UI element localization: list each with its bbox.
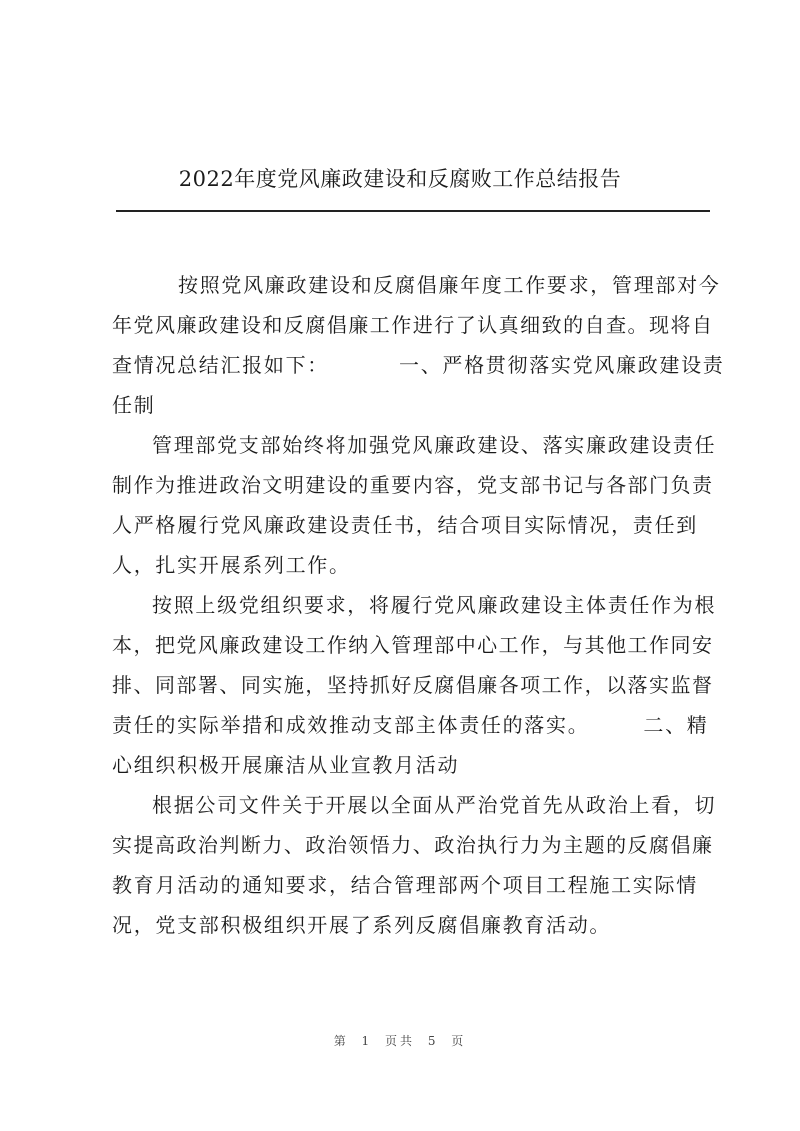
section-heading-1: 一、严格贯彻落实党风廉政建设责: [399, 353, 725, 377]
text-line: 制作为推进政治文明建设的重要内容，党支部书记与各部门负责: [112, 473, 712, 497]
text-line: 人，扎实开展系列工作。: [112, 553, 351, 577]
text-line: 心组织积极开展廉洁从业宣教月活动: [112, 753, 460, 777]
text-segment: 责任的实际举措和成效推动支部主体责任的落实。: [112, 713, 590, 737]
text-line: 排、同部署、同实施，坚持抓好反腐倡廉各项工作，以落实监督: [112, 673, 712, 697]
text-line: 任制: [112, 393, 156, 417]
text-line: [112, 705, 712, 745]
text-line: 根据公司文件关于开展以全面从严治党首先从政治上看，切: [152, 793, 717, 817]
text-line: 实提高政治判断力、政治领悟力、政治执行力为主题的反腐倡廉: [112, 833, 712, 857]
text-line: 年党风廉政建设和反腐倡廉工作进行了认真细致的自查。现将自: [112, 313, 712, 337]
text-line: [112, 345, 725, 385]
text-line: 教育月活动的通知要求，结合管理部两个项目工程施工实际情: [112, 873, 698, 897]
text-line: 本，把党风廉政建设工作纳入管理部中心工作，与其他工作同安: [112, 633, 712, 657]
page-footer: 第 1 页共 5 页: [333, 1034, 467, 1048]
text-segment: 查情况总结汇报如下：: [112, 353, 329, 377]
title-divider: [116, 210, 710, 212]
text-line: 按照党风廉政建设和反腐倡廉年度工作要求，管理部对今: [178, 273, 721, 297]
text-line: 人严格履行党风廉政建设责任书，结合项目实际情况，责任到: [112, 513, 698, 537]
text-line: 管理部党支部始终将加强党风廉政建设、落实廉政建设责任: [152, 433, 717, 457]
text-line: 按照上级党组织要求，将履行党风廉政建设主体责任作为根: [152, 593, 717, 617]
document-title: 2022年度党风廉政建设和反腐败工作总结报告: [178, 167, 622, 191]
text-line: 况，党支部积极组织开展了系列反腐倡廉教育活动。: [112, 913, 612, 937]
document-body: [112, 265, 725, 945]
section-heading-2: 二、精: [643, 713, 709, 737]
